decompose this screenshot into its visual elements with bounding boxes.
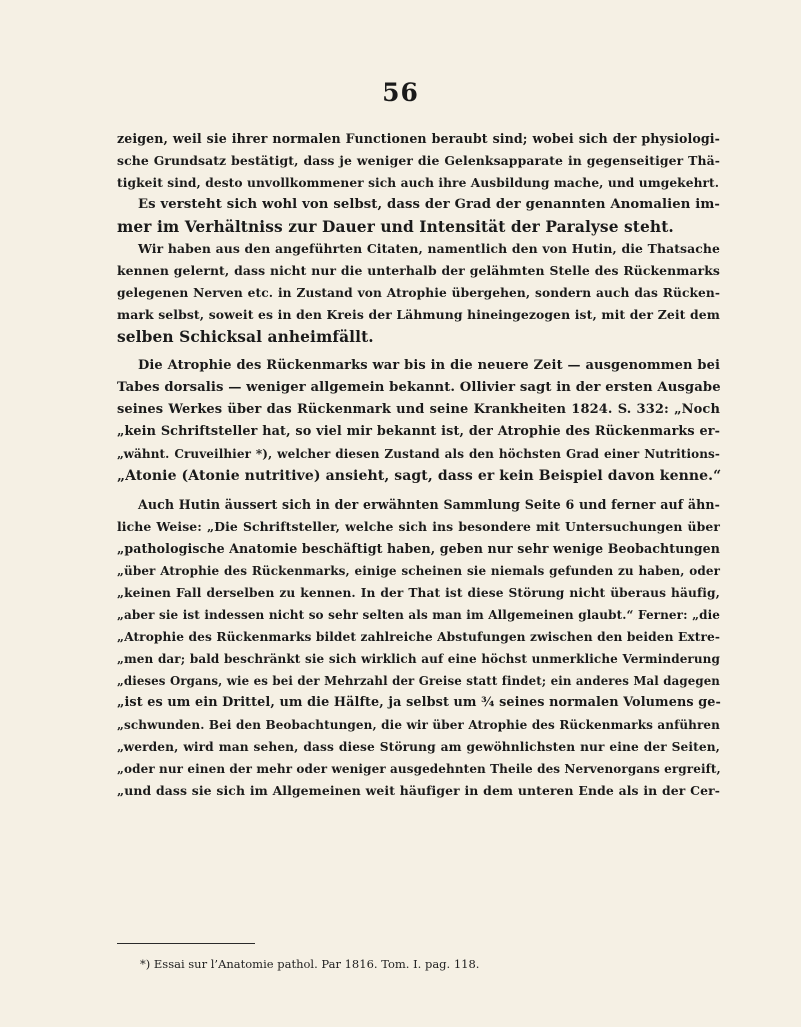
text-line: „aber sie ist indessen nicht so sehr selten als man im Allgemeinen glaubt.“ Ferner: „die (117, 608, 720, 622)
text-line: Tabes dorsalis — weniger allgemein bekannt. Ollivier sagt in der ersten Ausgabe (117, 380, 721, 395)
paragraph-spacer (117, 348, 720, 355)
paragraph (117, 238, 720, 348)
text-line: tigkeit sind, desto unvollkommener sich auch ihre Ausbildung mache, und umgekehrt. (117, 176, 720, 190)
text-line: „oder nur einen der mehr oder weniger ausgedehnten Theile des Nervenorgans ergreift, (117, 762, 721, 776)
text-line: Die Atrophie des Rückenmarks war bis in die neuere Zeit — ausgenommen bei (138, 358, 720, 373)
text-line: mark selbst, soweit es in den Kreis der Lähmung hineingezogen ist, mit der Zeit dem (117, 307, 720, 322)
footnote: *) Essai sur l’Anatomie pathol. Par 1816. Tom. I. pag. 118. (140, 957, 480, 971)
text-line: „kein Schriftsteller hat, so viel mir bekannt ist, der Atrophie des Rückenmarks er- (117, 424, 720, 439)
paragraph (117, 194, 720, 238)
footnote-divider (117, 943, 255, 944)
text-line: zeigen, weil sie ihrer normalen Functionen beraubt sind; wobei sich der physiologi- (117, 131, 720, 146)
text-line: selben Schicksal anheimfällt. (117, 328, 374, 346)
text-line: „dieses Organs, wie es bei der Mehrzahl der Greise statt findet; ein anderes Mal dagegen (117, 674, 720, 688)
text-line: „werden, wird man sehen, dass diese Störung am gewöhnlichsten nur eine der Seiten, (117, 740, 720, 754)
text-line: gelegenen Nerven etc. in Zustand von Atrophie übergehen, sondern auch das Rücken- (117, 286, 720, 300)
text-line: „wähnt. Cruveilhier *), welcher diesen Zustand als den höchsten Grad einer Nutritions- (117, 447, 720, 461)
body-text (117, 128, 720, 802)
text-line: „pathologische Anatomie beschäftigt haben, geben nur sehr wenige Beobachtungen (117, 541, 720, 556)
text-line: seines Werkes über das Rückenmark und seine Krankheiten 1824. S. 332: „Noch (117, 402, 720, 417)
text-line: „schwunden. Bei den Beobachtungen, die wir über Atrophie des Rückenmarks anführen (117, 718, 720, 732)
page-number: 56 (382, 78, 419, 107)
text-line: „Atonie (Atonie nutritive) ansieht, sagt, dass er kein Beispiel davon kenne.“ (117, 468, 722, 484)
text-line: kennen gelernt, dass nicht nur die unterhalb der gelähmten Stelle des Rückenmarks (117, 263, 720, 278)
text-line: „und dass sie sich im Allgemeinen weit häufiger in dem unteren Ende als in der Cer- (117, 783, 720, 798)
text-line: sche Grundsatz bestätigt, dass je weniger die Gelenksapparate in gegenseitiger Thä- (117, 153, 720, 168)
text-line: „über Atrophie des Rückenmarks, einige scheinen sie niemals gefunden zu haben, oder (117, 564, 720, 578)
text-line: Auch Hutin äussert sich in der erwähnten Sammlung Seite 6 und ferner auf ähn- (138, 497, 720, 512)
text-line: Es versteht sich wohl von selbst, dass der Grad der genannten Anomalien im- (138, 197, 720, 212)
text-line: „ist es um ein Drittel, um die Hälfte, ja selbst um ¾ seines normalen Volumens ge- (117, 695, 721, 710)
text-line: Wir haben aus den angeführten Citaten, namentlich den von Hutin, die Thatsache (138, 241, 720, 256)
text-line: „Atrophie des Rückenmarks bildet zahlreiche Abstufungen zwischen den beiden Extre- (117, 630, 720, 644)
paragraph-spacer (117, 487, 720, 494)
paragraph (117, 494, 720, 802)
paragraph (117, 128, 720, 194)
text-line: liche Weise: „Die Schriftsteller, welche sich ins besondere mit Untersuchungen über (117, 519, 720, 534)
text-line: „keinen Fall derselben zu kennen. In der That ist diese Störung nicht überaus häufig, (117, 586, 720, 600)
text-line: mer im Verhältniss zur Dauer und Intensität der Paralyse steht. (117, 218, 674, 236)
text-line: „men dar; bald beschränkt sie sich wirklich auf eine höchst unmerkliche Verminderung (117, 652, 720, 666)
paragraph (117, 355, 720, 487)
